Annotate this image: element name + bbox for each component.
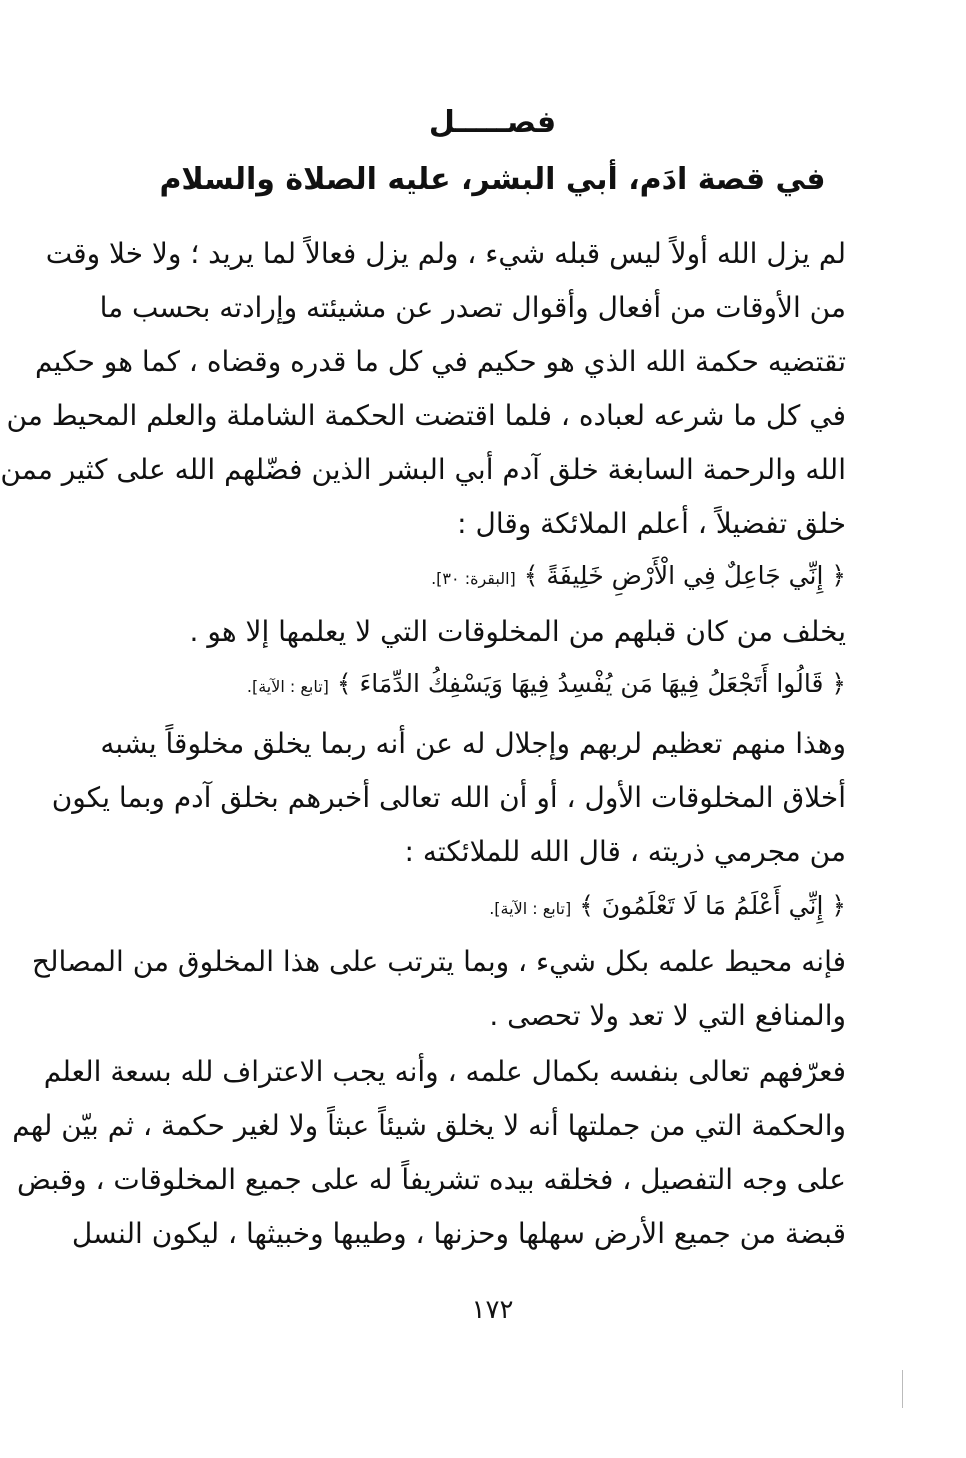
- text-line: في كل ما شرعه لعباده ، فلما اقتضت الحكمة الشاملة والعلم المحيط من: [6, 399, 846, 432]
- verse-text: ﴿ إِنِّي أَعْلَمُ مَا لَا تَعْلَمُونَ ﴾: [579, 891, 846, 920]
- text-line: تقتضيه حكمة الله الذي هو حكيم في كل ما قدره وقضاه ، كما هو حكيم: [35, 345, 846, 378]
- text-line: والحكمة التي من جملتها أنه لا يخلق شيئاً عبثاً ولا لغير حكمة ، ثم بيّن لهم: [12, 1109, 846, 1142]
- text-line: لم يزل الله أولاً ليس قبله شيء ، ولم يزل فعالاً لما يريد ؛ ولا خلا وقت: [45, 237, 846, 270]
- text-line: من الأوقات من أفعال وأقوال تصدر عن مشيئته وإرادته بحسب ما: [99, 291, 846, 324]
- quran-verse: [136, 558, 846, 597]
- quran-verse: [136, 888, 846, 927]
- crop-mark: [902, 1370, 903, 1408]
- chapter-title: في قصة ادَم، أبي البشر، عليه الصلاة والسلام: [159, 162, 826, 197]
- text-line: أخلاق المخلوقات الأول ، أو أن الله تعالى أخبرهم بخلق آدم وبما يكون: [51, 781, 846, 814]
- text-line: خلق تفضيلاً ، أعلم الملائكة وقال :: [457, 507, 846, 540]
- text-line: قبضة من جميع الأرض سهلها وحزنها ، وطيبها وخبيثها ، ليكون النسل: [71, 1217, 846, 1250]
- quran-verse: [136, 666, 846, 705]
- verse-reference: [تابع : الآية].: [246, 677, 329, 696]
- chapter-heading: فصـــــل: [428, 105, 557, 140]
- text-line: والمنافع التي لا تعد ولا تحصى .: [489, 999, 846, 1032]
- text-line: من مجرمي ذريته ، قال الله للملائكته :: [404, 835, 846, 868]
- text-line: فإنه محيط علمه بكل شيء ، وبما يترتب على هذا المخلوق من المصالح: [31, 945, 846, 978]
- text-line: وهذا منهم تعظيم لربهم وإجلال له عن أنه ربما يخلق مخلوقاً يشبه: [100, 727, 846, 760]
- text-line: الله والرحمة السابغة خلق آدم أبي البشر الذين فضّلهم الله على كثير ممن: [0, 453, 846, 486]
- verse-text: ﴿ إِنِّي جَاعِلٌ فِي الْأَرْضِ خَلِيفَةً ﴾: [523, 561, 846, 590]
- text-line: فعرّفهم تعالى بنفسه بكمال علمه ، وأنه يجب الاعتراف لله بسعة العلم: [43, 1055, 846, 1088]
- text-line: يخلف من كان قبلهم من المخلوقات التي لا يعلمها إلا هو .: [189, 615, 846, 648]
- page-number: ١٧٢: [471, 1295, 514, 1325]
- verse-reference: [البقرة: ٣٠].: [431, 569, 516, 588]
- verse-reference: [تابع : الآية].: [489, 899, 572, 918]
- text-line: على وجه التفصيل ، فخلقه بيده تشريفاً له على جميع المخلوقات ، وقبض: [16, 1163, 846, 1196]
- verse-text: ﴿ قَالُوا أَتَجْعَلُ فِيهَا مَن يُفْسِدُ فِيهَا وَيَسْفِكُ الدِّمَاءَ ﴾: [336, 669, 846, 698]
